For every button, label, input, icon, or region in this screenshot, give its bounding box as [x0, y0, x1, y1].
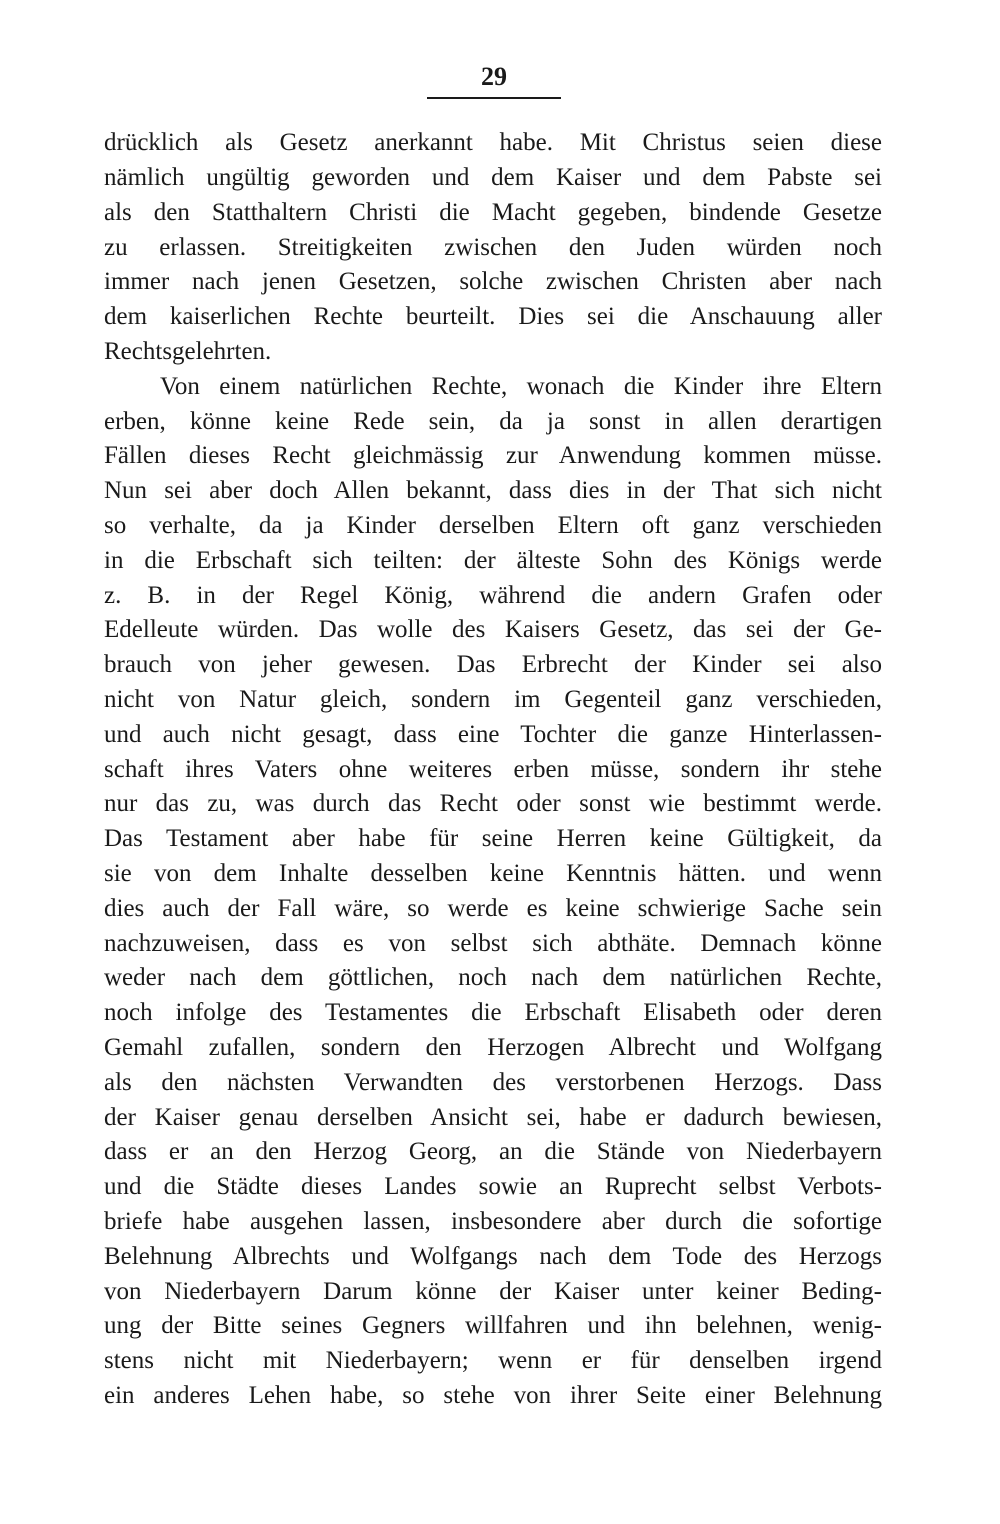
text-line: nachzuweisen, dass es von selbst sich abthäte. Demnach könne — [104, 930, 882, 957]
text-line: Gemahl zufallen, sondern den Herzogen Albrecht und Wolfgang — [104, 1034, 882, 1061]
text-line: briefe habe ausgehen lassen, insbesondere aber durch die sofortige — [104, 1208, 882, 1235]
text-line: erben, könne keine Rede sein, da ja sonst in allen derartigen — [104, 408, 882, 435]
text-line: der Kaiser genau derselben Ansicht sei, habe er dadurch bewiesen, — [104, 1104, 882, 1131]
text-line: so verhalte, da ja Kinder derselben Eltern oft ganz verschieden — [104, 512, 882, 539]
text-line: als den nächsten Verwandten des verstorbenen Herzogs. Dass — [104, 1069, 882, 1096]
text-line: noch infolge des Testamentes die Erbschaft Elisabeth oder deren — [104, 999, 882, 1026]
text-line: in die Erbschaft sich teilten: der älteste Sohn des Königs werde — [104, 547, 882, 574]
text-line: schaft ihres Vaters ohne weiteres erben müsse, sondern ihr stehe — [104, 756, 882, 783]
text-line: brauch von jeher gewesen. Das Erbrecht der Kinder sei also — [104, 651, 882, 678]
text-line: Rechtsgelehrten. — [104, 338, 272, 365]
text-line: weder nach dem göttlichen, noch nach dem natürlichen Rechte, — [104, 964, 882, 991]
text-line: von Niederbayern Darum könne der Kaiser unter keiner Beding- — [104, 1278, 882, 1305]
text-line: nur das zu, was durch das Recht oder sonst wie bestimmt werde. — [104, 790, 882, 817]
text-line: stens nicht mit Niederbayern; wenn er für denselben irgend — [104, 1347, 882, 1374]
text-line: nicht von Natur gleich, sondern im Gegenteil ganz verschieden, — [104, 686, 882, 713]
text-line: als den Statthaltern Christi die Macht gegeben, bindende Gesetze — [104, 199, 882, 226]
text-line: Belehnung Albrechts und Wolfgangs nach dem Tode des Herzogs — [104, 1243, 882, 1270]
text-line: dies auch der Fall wäre, so werde es keine schwierige Sache sein — [104, 895, 882, 922]
text-line: zu erlassen. Streitigkeiten zwischen den Juden würden noch — [104, 234, 882, 261]
text-line: immer nach jenen Gesetzen, solche zwischen Christen aber nach — [104, 268, 882, 295]
text-line: sie von dem Inhalte desselben keine Kenntnis hätten. und wenn — [104, 860, 882, 887]
text-line: drücklich als Gesetz anerkannt habe. Mit Christus seien diese — [104, 129, 882, 156]
text-line: dass er an den Herzog Georg, an die Stände von Niederbayern — [104, 1138, 882, 1165]
text-line: ung der Bitte seines Gegners willfahren und ihn belehnen, wenig- — [104, 1312, 882, 1339]
text-line: z. B. in der Regel König, während die andern Grafen oder — [104, 582, 882, 609]
text-line: und auch nicht gesagt, dass eine Tochter die ganze Hinterlassen- — [104, 721, 882, 748]
text-line: dem kaiserlichen Rechte beurteilt. Dies sei die Anschauung aller — [104, 303, 882, 330]
text-line: Das Testament aber habe für seine Herren keine Gültigkeit, da — [104, 825, 882, 852]
text-line: nämlich ungültig geworden und dem Kaiser und dem Pabste sei — [104, 164, 882, 191]
text-line: Nun sei aber doch Allen bekannt, dass dies in der That sich nicht — [104, 477, 882, 504]
text-line: ein anderes Lehen habe, so stehe von ihrer Seite einer Belehnung — [104, 1382, 882, 1409]
text-line: Von einem natürlichen Rechte, wonach die Kinder ihre Eltern — [160, 373, 882, 400]
text-line: Edelleute würden. Das wolle des Kaisers Gesetz, das sei der Ge- — [104, 616, 882, 643]
page-number: 29 — [481, 62, 507, 91]
text-line: und die Städte dieses Landes sowie an Ruprecht selbst Verbots- — [104, 1173, 882, 1200]
text-line: Fällen dieses Recht gleichmässig zur Anwendung kommen müsse. — [104, 442, 882, 469]
